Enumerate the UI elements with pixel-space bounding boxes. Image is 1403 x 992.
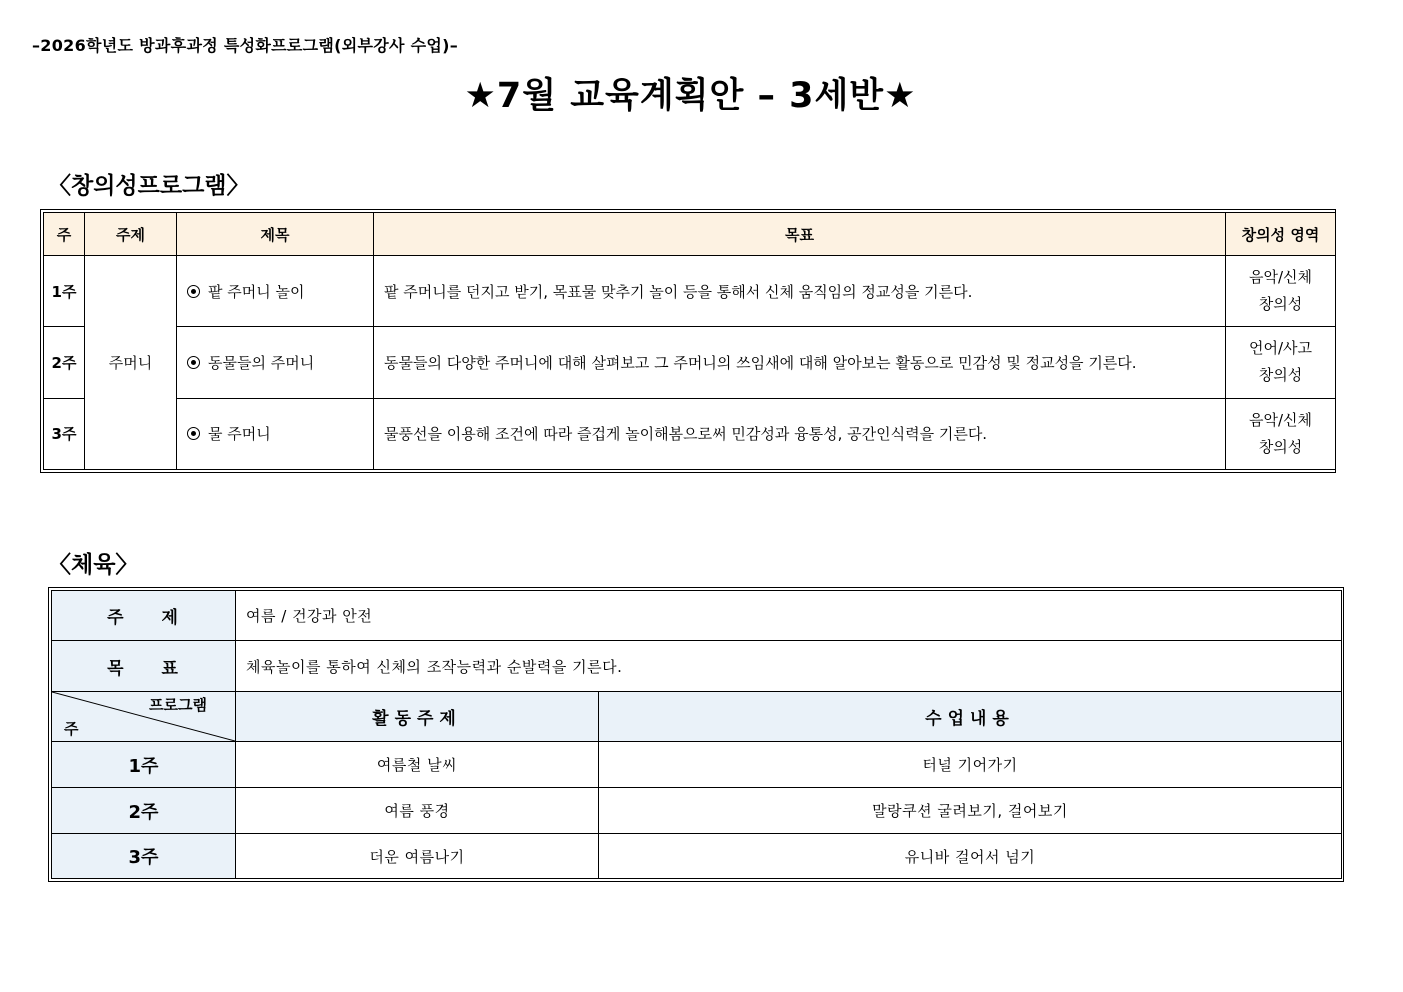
content-cell: 유니바 걸어서 넘기 [599, 834, 1342, 879]
week-label: 주 [64, 720, 79, 738]
content-cell: 말랑쿠션 굴려보기, 걸어보기 [599, 788, 1342, 834]
week-cell: 3주 [44, 398, 85, 469]
diagonal-header-cell [52, 692, 236, 742]
goal-value: 체육놀이를 통하여 신체의 조작능력과 순발력을 기른다. [236, 641, 1342, 692]
col-title: 제목 [177, 213, 374, 256]
diagonal-line [52, 692, 235, 741]
table-row [44, 398, 1336, 469]
area-cell [1226, 327, 1336, 398]
pe-goal-row [52, 641, 1342, 692]
pe-section-title: 〈체육〉 [48, 552, 139, 578]
title-text: 물 주머니 [208, 425, 271, 444]
table-row [44, 327, 1336, 398]
goal-cell: 물풍선을 이용해 조건에 따라 즐겁게 놀이해봄으로써 민감성과 융통성, 공간인식력을 기른다. [374, 398, 1226, 469]
creativity-header-row [44, 213, 1336, 256]
activity-cell: 여름철 날씨 [236, 742, 599, 788]
table-row [44, 256, 1336, 327]
area-cell [1226, 256, 1336, 327]
pe-theme-row [52, 591, 1342, 641]
col-area: 창의성 영역 [1226, 213, 1336, 256]
table-row [52, 788, 1342, 834]
circle-bullet-icon [187, 427, 200, 440]
program-label: 프로그램 [149, 696, 207, 714]
col-week: 주 [44, 213, 85, 256]
creativity-table [40, 209, 1336, 473]
title-cell [177, 256, 374, 327]
goal-cell: 팥 주머니를 던지고 받기, 목표물 맞추기 놀이 등을 통해서 신체 움직임의 정교성을 기른다. [374, 256, 1226, 327]
table-row [52, 742, 1342, 788]
creativity-section-title: 〈창의성프로그램〉 [48, 173, 250, 199]
col-activity: 활동주제 [236, 692, 599, 742]
table-row [52, 834, 1342, 879]
title-cell [177, 327, 374, 398]
goal-cell: 동물들의 다양한 주머니에 대해 살펴보고 그 주머니의 쓰임새에 대해 알아보는 활동으로 민감성 및 정교성을 기른다. [374, 327, 1226, 398]
area-line-1: 음악/신체 [1248, 410, 1312, 429]
week-cell: 2주 [44, 327, 85, 398]
area-line-2: 창의성 [1258, 366, 1303, 385]
area-line-2: 창의성 [1258, 437, 1303, 456]
area-line-1: 음악/신체 [1248, 268, 1312, 287]
week-cell: 1주 [52, 742, 236, 788]
theme-cell: 주머니 [85, 256, 177, 470]
header-line: –2026학년도 방과후과정 특성화프로그램(외부강사 수업)– [32, 36, 459, 55]
circle-bullet-icon [187, 285, 200, 298]
week-cell: 3주 [52, 834, 236, 879]
col-theme: 주제 [85, 213, 177, 256]
title-cell [177, 398, 374, 469]
goal-label: 목 표 [52, 641, 236, 692]
theme-label: 주 제 [52, 591, 236, 641]
pe-table [48, 587, 1344, 882]
activity-cell: 여름 풍경 [236, 788, 599, 834]
title-text: 동물들의 주머니 [208, 353, 315, 372]
circle-bullet-icon [187, 356, 200, 369]
page-title: ★7월 교육계획안 – 3세반★ [464, 76, 917, 116]
week-cell: 2주 [52, 788, 236, 834]
title-text: 팥 주머니 놀이 [208, 282, 305, 301]
activity-cell: 더운 여름나기 [236, 834, 599, 879]
pe-header-row [52, 692, 1342, 742]
content-cell: 터널 기어가기 [599, 742, 1342, 788]
theme-value: 여름 / 건강과 안전 [236, 591, 1342, 641]
week-cell: 1주 [44, 256, 85, 327]
area-line-1: 언어/사고 [1248, 339, 1312, 358]
col-goal: 목표 [374, 213, 1226, 256]
col-content: 수업내용 [599, 692, 1342, 742]
area-line-2: 창의성 [1258, 295, 1303, 314]
area-cell [1226, 398, 1336, 469]
